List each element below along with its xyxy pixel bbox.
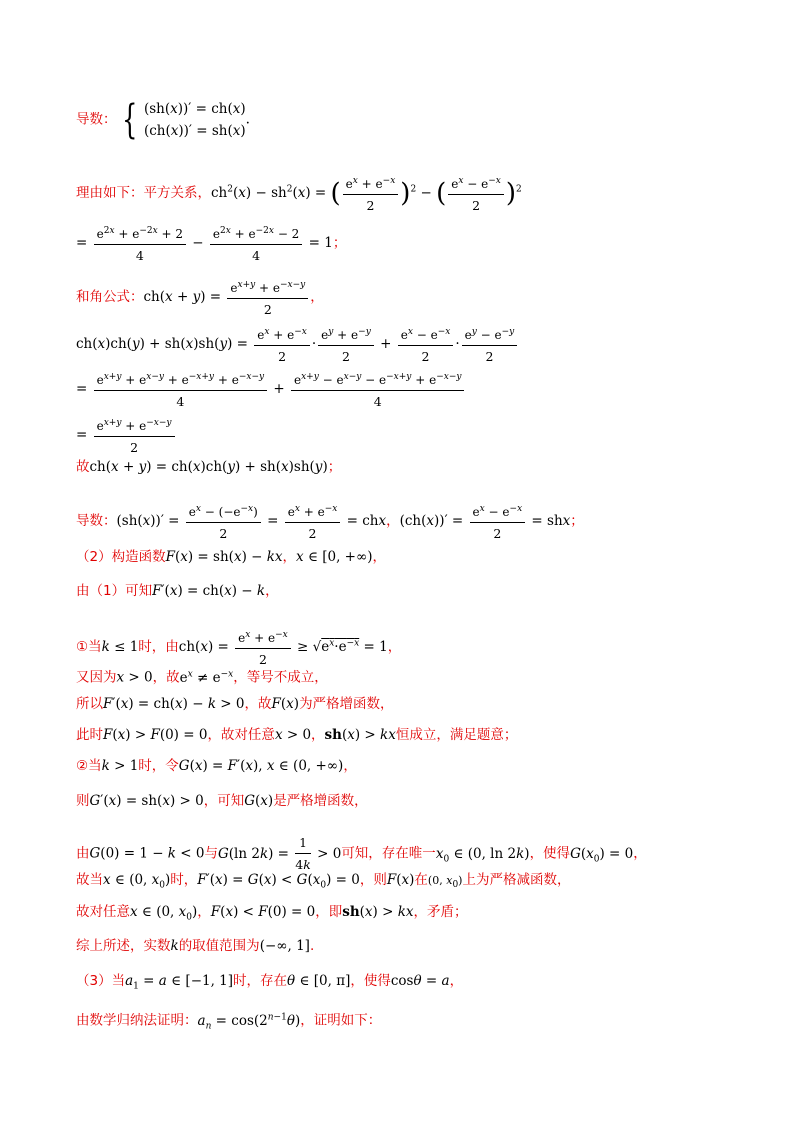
part-3: （3）当$a_1 = a$ ∈ [−1, 1]时，存在θ ∈ [0, π]，使得cosθ = a，	[76, 973, 464, 992]
induction-label: 由数学归纳法证明：	[76, 1012, 198, 1029]
square-result: = $\frac{e^{2x} + e^{-2x} + 2}{4}$ − $\frac{e^{2x} + e^{-2x} - 2}{4}$ = 1；	[76, 222, 346, 265]
text-t3: ，等号不成立，	[233, 669, 328, 686]
for-any-label: 故对任意	[76, 904, 130, 920]
therefore-label: 故	[76, 459, 90, 475]
case-1-result: 此时F(x) > F(0) = 0，故对任意x > 0，sh(x) > kx恒成立，满足题意；	[76, 727, 518, 743]
derivative-equations: (sh(x))′ = ch(x) (ch(x))′ = sh(x)	[143, 101, 246, 139]
text-t12: 可知，存在唯一	[341, 845, 436, 862]
expansion-2: = $\frac{e^{x+y} + e^{x-y} + e^{-x+y} + e^{-x-y}}{4}$ + $\frac{e^{x+y} - e^{x-y} - e^{-x+y} + e^{-x-y}}{4}$	[76, 368, 466, 411]
text-t19: ，矛盾；	[413, 904, 468, 920]
square-formula: $ch^2(x) - sh^2(x)$ = ( $\frac{e^x + e^{-x}}{2}$ )$^2$ − ( $\frac{e^x - e^{-x}}{2}$ )$^2$	[211, 185, 522, 201]
text-t23: ，证明如下：	[300, 1012, 382, 1029]
summary-label: 综上所述，实数	[76, 938, 171, 954]
derivative-F: 由（1）可知F′(x) = ch(x) − k，	[76, 583, 279, 599]
case-2-label: ②当	[76, 758, 102, 774]
case-2: ②当k > 1时，令G(x) = F′(x), x ∈ (0, +∞)，	[76, 758, 357, 774]
from-1-label: 由（1）可知	[76, 583, 153, 599]
case-2-G: 则G′(x) = sh(x) > 0，可知G(x)是严格增函数，	[76, 793, 368, 809]
square-relation	[76, 172, 522, 215]
then-label: 则	[76, 793, 90, 809]
text-t21: 时，存在	[233, 973, 288, 989]
text-t14: 时，	[170, 872, 198, 888]
reason-label: 理由如下：平方关系，	[76, 185, 211, 201]
hence-when-label: 故当	[76, 872, 103, 888]
conclusion-range: 综上所述，实数k的取值范围为(−∞, 1].	[76, 938, 315, 954]
text-t11: 与	[204, 845, 218, 862]
angle-sum-label: 和角公式：	[76, 289, 144, 305]
also-label: 又因为	[76, 669, 117, 686]
text-t22: ，使得	[350, 973, 391, 989]
expansion-3: = $\frac{e^{x+y} + e^{-x-y}}{2}$	[76, 414, 177, 457]
case-1: ①当k ≤ 1时，由ch(x) = $\frac{e^x + e^{-x}}{2}$ ≥ $√e^x\cdot e^{-x} = 1$，	[76, 626, 401, 669]
case-2-contradiction: 故对任意x ∈ (0, $x_0$)，F(x) < F(0) = 0，即sh(x) > kx，矛盾；	[76, 904, 468, 923]
derivative-label: 导数：	[76, 111, 117, 128]
text-t17: 上为严格减函数，	[462, 872, 571, 888]
case-2-decreasing: 故当x ∈ (0, $x_0$)时，$F'(x) = G(x) < G(x_0) = 0$，则F(x)在(0, $x_0$)上为严格减函数，	[76, 872, 571, 891]
text-t9: ，可知	[203, 793, 245, 809]
text-t5: 为严格增函数，	[299, 696, 394, 712]
part-2-construct: （2）构造函数F(x) = sh(x) − kx，x ∈ [0, +∞)，	[76, 549, 386, 565]
part-3-label: （3）当	[76, 973, 126, 989]
case-1-strict: 又因为x > 0，故$e^x \ne e^{-x}$，等号不成立，	[76, 669, 328, 686]
text-t7: 恒成立，满足题意；	[395, 727, 518, 743]
at-this-label: 此时	[76, 727, 103, 743]
text-t16: 在	[414, 872, 428, 888]
derivative-proof: 导数：(sh(x))′ = $\frac{e^x - (-e^{-x})}{2}$ = $\frac{e^x + e^{-x}}{2}$ = chx，(ch(x))′ = $\frac{e^x - e^{-x}}{2}$ = shx；	[76, 500, 584, 543]
construct-label: （2）构造函数	[76, 549, 166, 565]
case-1-label: ①当	[76, 639, 102, 655]
text-t18: ，即	[315, 904, 343, 920]
derivative-label-2: 导数：	[76, 513, 117, 529]
text-t1: 时，由	[138, 639, 179, 655]
so-label: 所以	[76, 696, 103, 712]
text-t2: ，故	[152, 669, 180, 686]
text-t20: 的取值范围为	[178, 938, 260, 954]
by-label: 由	[76, 845, 90, 862]
angle-sum-conclusion: 故ch(x + y) = ch(x)ch(y) + sh(x)sh(y)；	[76, 459, 342, 475]
text-t15: ，则	[359, 872, 387, 888]
expansion-1: ch(x)ch(y) + sh(x)sh(y) = $\frac{e^x + e^{-x}}{2}$ · $\frac{e^y + e^{-y}}{2}$ + $\frac{e^x - e^{-x}}{2}$ · $\frac{e^y - e^{-y}}{2}$	[76, 323, 519, 366]
text-t13: ，使得	[529, 845, 571, 862]
text-t4: ，故	[244, 696, 272, 712]
angle-sum: 和角公式：ch(x + y) = $\frac{e^{x+y} + e^{-x-y}}{2}$ ，	[76, 276, 324, 319]
text-t6: ，故对任意	[207, 727, 275, 743]
derivative-system: 导数： { (sh(x))′ = ch(x) (ch(x))′ = sh(x).	[76, 97, 250, 143]
system-brace: {	[121, 97, 137, 143]
text-t8: 时，令	[138, 758, 179, 774]
text-t10: 是严格增函数，	[273, 793, 368, 809]
case-2-zero: 由G(0) = 1 − k < 0与G(ln 2k) = $\frac{1}{4k}$ > 0可知，存在唯一$x_0$ ∈ (0, ln 2k)，使得$G(x_0) = 0$，	[76, 836, 647, 872]
induction: 由数学归纳法证明：$a_n = \cos(2^{n-1}\theta)$，证明如下：	[76, 1012, 382, 1032]
case-1-increasing: 所以F′(x) = ch(x) − k > 0，故F(x)为严格增函数，	[76, 696, 394, 712]
